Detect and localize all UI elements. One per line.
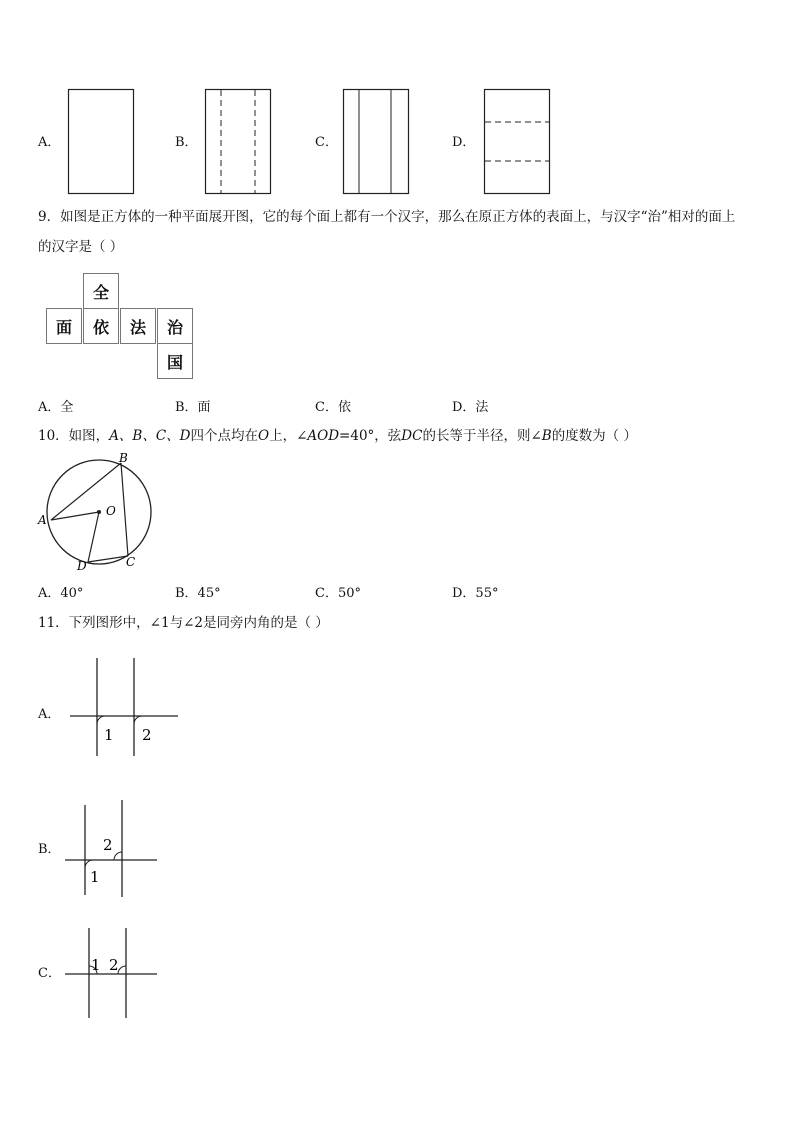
net-cell-row-4: 治	[157, 308, 193, 344]
label-b: B	[119, 451, 128, 465]
q9-text-line2: 的汉字是（ ）	[38, 239, 124, 255]
angle-1-label: 1	[91, 956, 101, 974]
q10-circle-figure	[36, 450, 166, 575]
net-cell-row-2: 依	[83, 308, 119, 344]
q10-angle: AOD	[307, 428, 340, 444]
q10-mid3: =40°，弦	[339, 428, 402, 444]
q10-suffix: 的度数为（ ）	[551, 428, 637, 444]
angle-2-label: 2	[103, 836, 113, 854]
q10-option-b: B．45°	[175, 586, 221, 601]
q11-option-a-label: A．	[38, 707, 61, 722]
q10-mid4: 的长等于半径，则∠	[422, 428, 542, 444]
q9-option-b: B．面	[175, 400, 211, 415]
net-cell-row-3: 法	[120, 308, 156, 344]
q9-option-d: D．法	[452, 400, 489, 415]
q11-text: 11．下列图形中，∠1与∠2是同旁内角的是（ ）	[38, 615, 329, 631]
q8-option-c-figure	[343, 89, 409, 194]
q10-text	[38, 426, 637, 446]
q10-mid2: 上，∠	[269, 428, 308, 444]
net-cell-bottom: 国	[157, 343, 193, 379]
q11-option-b-label: B．	[38, 842, 61, 857]
q9-text-line1: 9．如图是正方体的一种平面展开图，它的每个面上都有一个汉字，那么在原正方体的表面上，与汉字“治”相对的面上	[38, 209, 736, 225]
q10-center: O	[258, 428, 270, 444]
q9-option-a: A．全	[38, 400, 74, 415]
q8-option-b-figure	[205, 89, 271, 194]
q8-option-d-label: D．	[452, 135, 476, 150]
q10-points: A、B、C、D	[109, 428, 191, 444]
angle-2-label: 2	[109, 956, 119, 974]
label-o: O	[106, 504, 116, 518]
angle-2-label: 2	[142, 726, 152, 744]
q10-mid1: 四个点均在	[190, 428, 259, 444]
net-cell-row-1: 面	[46, 308, 82, 344]
q10-target: B	[541, 428, 552, 444]
q8-option-a-label: A．	[38, 135, 61, 150]
label-c: C	[126, 555, 136, 569]
q8-option-c-label: C．	[315, 135, 338, 150]
q11-option-c-label: C．	[38, 966, 61, 981]
q8-option-d-figure	[484, 89, 550, 194]
q10-chord: DC	[401, 428, 423, 444]
net-cell-top: 全	[83, 273, 119, 309]
q11-option-c-figure	[65, 928, 160, 1023]
q10-option-d: D．55°	[452, 586, 499, 601]
q11-option-a-figure	[70, 658, 180, 758]
label-d: D	[77, 559, 87, 573]
q10-option-a: A．40°	[38, 586, 84, 601]
q9-option-c: C．依	[315, 400, 351, 415]
angle-1-label: 1	[90, 868, 100, 886]
q8-option-b-label: B．	[175, 135, 198, 150]
q8-option-a-figure	[68, 89, 134, 194]
q11-option-b-figure	[65, 800, 160, 900]
q10-prefix: 10．如图，	[38, 428, 110, 444]
angle-1-label: 1	[104, 726, 114, 744]
q10-option-c: C．50°	[315, 586, 361, 601]
label-a: A	[38, 513, 47, 527]
